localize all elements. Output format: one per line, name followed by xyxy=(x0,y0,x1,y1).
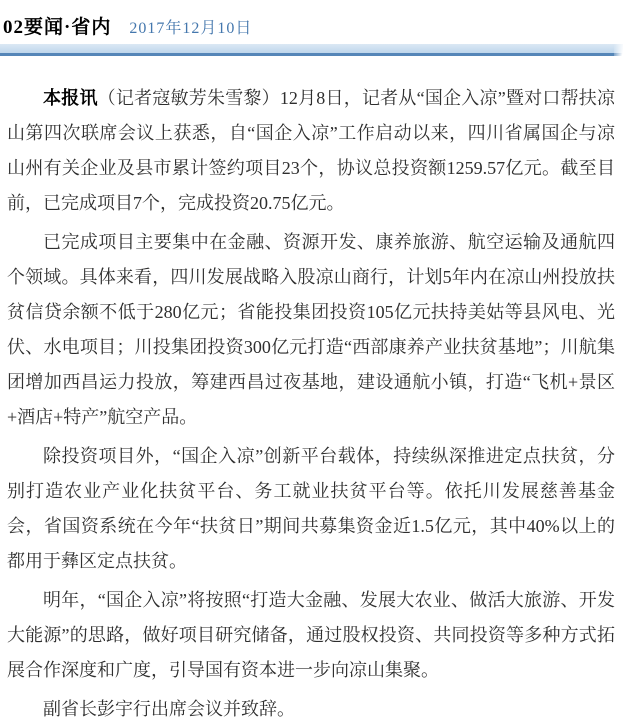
publish-date: 2017年12月10日 xyxy=(129,20,253,37)
paragraph-text: 副省长彭宇行出席会议并致辞。 xyxy=(43,699,295,719)
section-title: 02要闻·省内 xyxy=(3,17,112,38)
article-paragraph xyxy=(7,583,615,688)
article-paragraph xyxy=(7,81,615,221)
header-divider-bar xyxy=(0,44,623,56)
paragraph-text: 明年，“国企入凉”将按照“打造大金融、发展大农业、做活大旅游、开发大能源”的思路，做好项目研究储备，通过股权投资、共同投资等多种方式拓展合作深度和广度，引导国有资本进一步向凉山集聚。 xyxy=(7,590,615,680)
lead-prefix: 本报讯 xyxy=(43,88,98,108)
paragraph-text: （记者寇敏芳朱雪黎）12月8日，记者从“国企入凉”暨对口帮扶凉山第四次联席会议上获悉，自“国企入凉”工作启动以来，四川省属国企与凉山州有关企业及县市累计签约项目23个，协议总投资额1259.57亿元。截至目前，已完成项目7个，完成投资20.75亿元。 xyxy=(7,88,616,213)
article-paragraph xyxy=(7,439,615,579)
article-body xyxy=(0,56,639,727)
article-paragraph xyxy=(7,225,615,435)
page-header xyxy=(0,0,639,39)
paragraph-text: 已完成项目主要集中在金融、资源开发、康养旅游、航空运输及通航四个领域。具体来看，四川发展战略入股凉山商行，计划5年内在凉山州投放扶贫信贷余额不低于280亿元；省能投集团投资105亿元扶持美姑等县风电、光伏、水电项目；川投集团投资300亿元打造“西部康养产业扶贫基地”；川航集团增加西昌运力投放，筹建西昌过夜基地，建设通航小镇，打造“飞机+景区+酒店+特产”航空产品。 xyxy=(7,232,615,427)
article-paragraph xyxy=(7,692,615,727)
paragraph-text: 除投资项目外，“国企入凉”创新平台载体，持续纵深推进定点扶贫，分别打造农业产业化扶贫平台、务工就业扶贫平台等。依托川发展慈善基金会，省国资系统在今年“扶贫日”期间共募集资金近1.5亿元，其中40%以上的都用于彝区定点扶贫。 xyxy=(7,446,615,571)
